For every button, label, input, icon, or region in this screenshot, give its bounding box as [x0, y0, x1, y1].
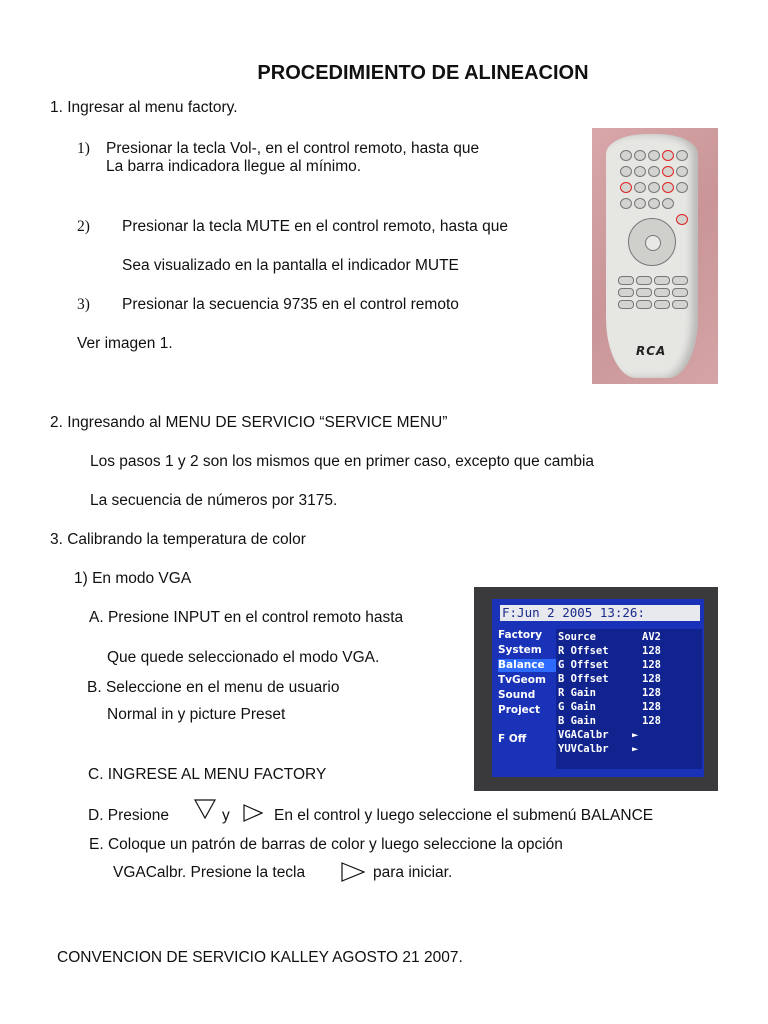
remote-button-highlighted [662, 166, 674, 177]
remote-control-photo [592, 128, 718, 384]
step-a-line1: A. Presione INPUT en el control remoto hasta [89, 609, 404, 626]
osd-menu-item: Project [498, 704, 541, 716]
osd-row-value: AV2 [642, 631, 661, 643]
remote-button [676, 166, 688, 177]
rca-logo: RCA [636, 344, 667, 358]
mode-vga-label: 1) En modo VGA [74, 570, 192, 587]
remote-button-highlighted [676, 214, 688, 225]
osd-row-value: ► [632, 743, 639, 755]
osd-row-value: 128 [642, 715, 661, 727]
remote-button-highlighted [662, 182, 674, 193]
section2-line1: Los pasos 1 y 2 son los mismos que en primer caso, excepto que cambia [90, 453, 595, 470]
down-arrow-icon [194, 799, 216, 819]
service-menu-screen-photo [474, 587, 718, 791]
step-e-line2-prefix: VGACalbr. Presione la tecla [113, 864, 306, 881]
step2-line1: Presionar la tecla MUTE en el control remoto, hasta que [122, 218, 508, 235]
step-d-prefix: D. Presione [88, 807, 169, 824]
page-title: PROCEDIMIENTO DE ALINEACION [257, 62, 589, 84]
osd-row-label: G Gain [558, 701, 596, 713]
step-b-line2: Normal in y picture Preset [107, 706, 286, 723]
remote-button [634, 182, 646, 193]
remote-button [654, 288, 670, 297]
osd-row-label: R Offset [558, 645, 609, 657]
step2-line2: Sea visualizado en la pantalla el indicador MUTE [122, 257, 459, 274]
remote-button [636, 276, 652, 285]
osd-menu-footer: F Off [498, 733, 527, 745]
step1-line2: La barra indicadora llegue al mínimo. [106, 158, 362, 175]
step1-line1: Presionar la tecla Vol-, en el control remoto, hasta que [106, 140, 480, 157]
step-a-line2: Que quede seleccionado el modo VGA. [107, 649, 380, 666]
section3-heading: 3. Calibrando la temperatura de color [50, 531, 306, 548]
step2-number: 2) [77, 218, 90, 235]
osd-row-label: Source [558, 631, 596, 643]
step1-number: 1) [77, 140, 90, 157]
remote-button [672, 300, 688, 309]
osd-row-value: 128 [642, 659, 661, 671]
remote-button [648, 182, 660, 193]
step-e-line2-suffix: para iniciar. [373, 864, 453, 881]
dpad-center [645, 235, 661, 251]
remote-button [648, 150, 660, 161]
section2-heading: 2. Ingresando al MENU DE SERVICIO “SERVICE MENU” [50, 414, 448, 431]
osd-row-value: ► [632, 729, 639, 741]
remote-button [672, 288, 688, 297]
remote-button [618, 276, 634, 285]
remote-button [620, 198, 632, 209]
remote-control-body [606, 134, 698, 378]
remote-button [662, 198, 674, 209]
remote-button [676, 182, 688, 193]
osd-menu-item: Factory [498, 629, 543, 641]
remote-button [654, 300, 670, 309]
remote-button [648, 166, 660, 177]
osd-row-label: VGACalbr [558, 729, 609, 741]
step3-line1: Presionar la secuencia 9735 en el control remoto [122, 296, 459, 313]
remote-button [634, 166, 646, 177]
osd-menu-item: TvGeom [498, 674, 546, 686]
remote-button [634, 150, 646, 161]
osd-menu-item: System [498, 644, 542, 656]
section1-heading: 1. Ingresar al menu factory. [50, 99, 238, 116]
step-b-line1: B. Seleccione en el menu de usuario [87, 679, 340, 696]
right-arrow-icon [341, 862, 365, 882]
step-c-line: C. INGRESE AL MENU FACTORY [88, 766, 327, 783]
remote-button [676, 150, 688, 161]
remote-button [620, 166, 632, 177]
osd-row-label: YUVCalbr [558, 743, 609, 755]
remote-button-highlighted [662, 150, 674, 161]
remote-button [636, 300, 652, 309]
osd-balance-panel [556, 629, 702, 769]
osd-row-label: B Gain [558, 715, 596, 727]
osd-menu-item: Sound [498, 689, 536, 701]
step-d-suffix: En el control y luego seleccione el submenú BALANCE [274, 807, 654, 824]
osd-row-label: R Gain [558, 687, 596, 699]
section2-line2: La secuencia de números por 3175. [90, 492, 338, 509]
osd-screen [492, 599, 704, 777]
remote-button [618, 300, 634, 309]
dpad-icon [628, 218, 676, 266]
osd-row-value: 128 [642, 645, 661, 657]
step-e-line1: E. Coloque un patrón de barras de color y luego seleccione la opción [89, 836, 563, 853]
osd-menu-item-selected: Balance [498, 659, 558, 672]
remote-button [648, 198, 660, 209]
remote-button [618, 288, 634, 297]
step3-number: 3) [77, 296, 90, 313]
remote-button [654, 276, 670, 285]
see-image-note: Ver imagen 1. [77, 335, 173, 352]
osd-row-value: 128 [642, 701, 661, 713]
remote-button [636, 288, 652, 297]
remote-button [672, 276, 688, 285]
remote-button [634, 198, 646, 209]
osd-row-label: B Offset [558, 673, 609, 685]
right-arrow-icon [243, 804, 263, 822]
footer-note: CONVENCION DE SERVICIO KALLEY AGOSTO 21 2007. [57, 949, 463, 966]
remote-button-highlighted [620, 182, 632, 193]
remote-button [620, 150, 632, 161]
osd-date: F:Jun 2 2005 13:26: [500, 605, 700, 621]
osd-row-value: 128 [642, 687, 661, 699]
osd-row-label: G Offset [558, 659, 609, 671]
osd-row-value: 128 [642, 673, 661, 685]
step-d-and: y [222, 807, 230, 824]
